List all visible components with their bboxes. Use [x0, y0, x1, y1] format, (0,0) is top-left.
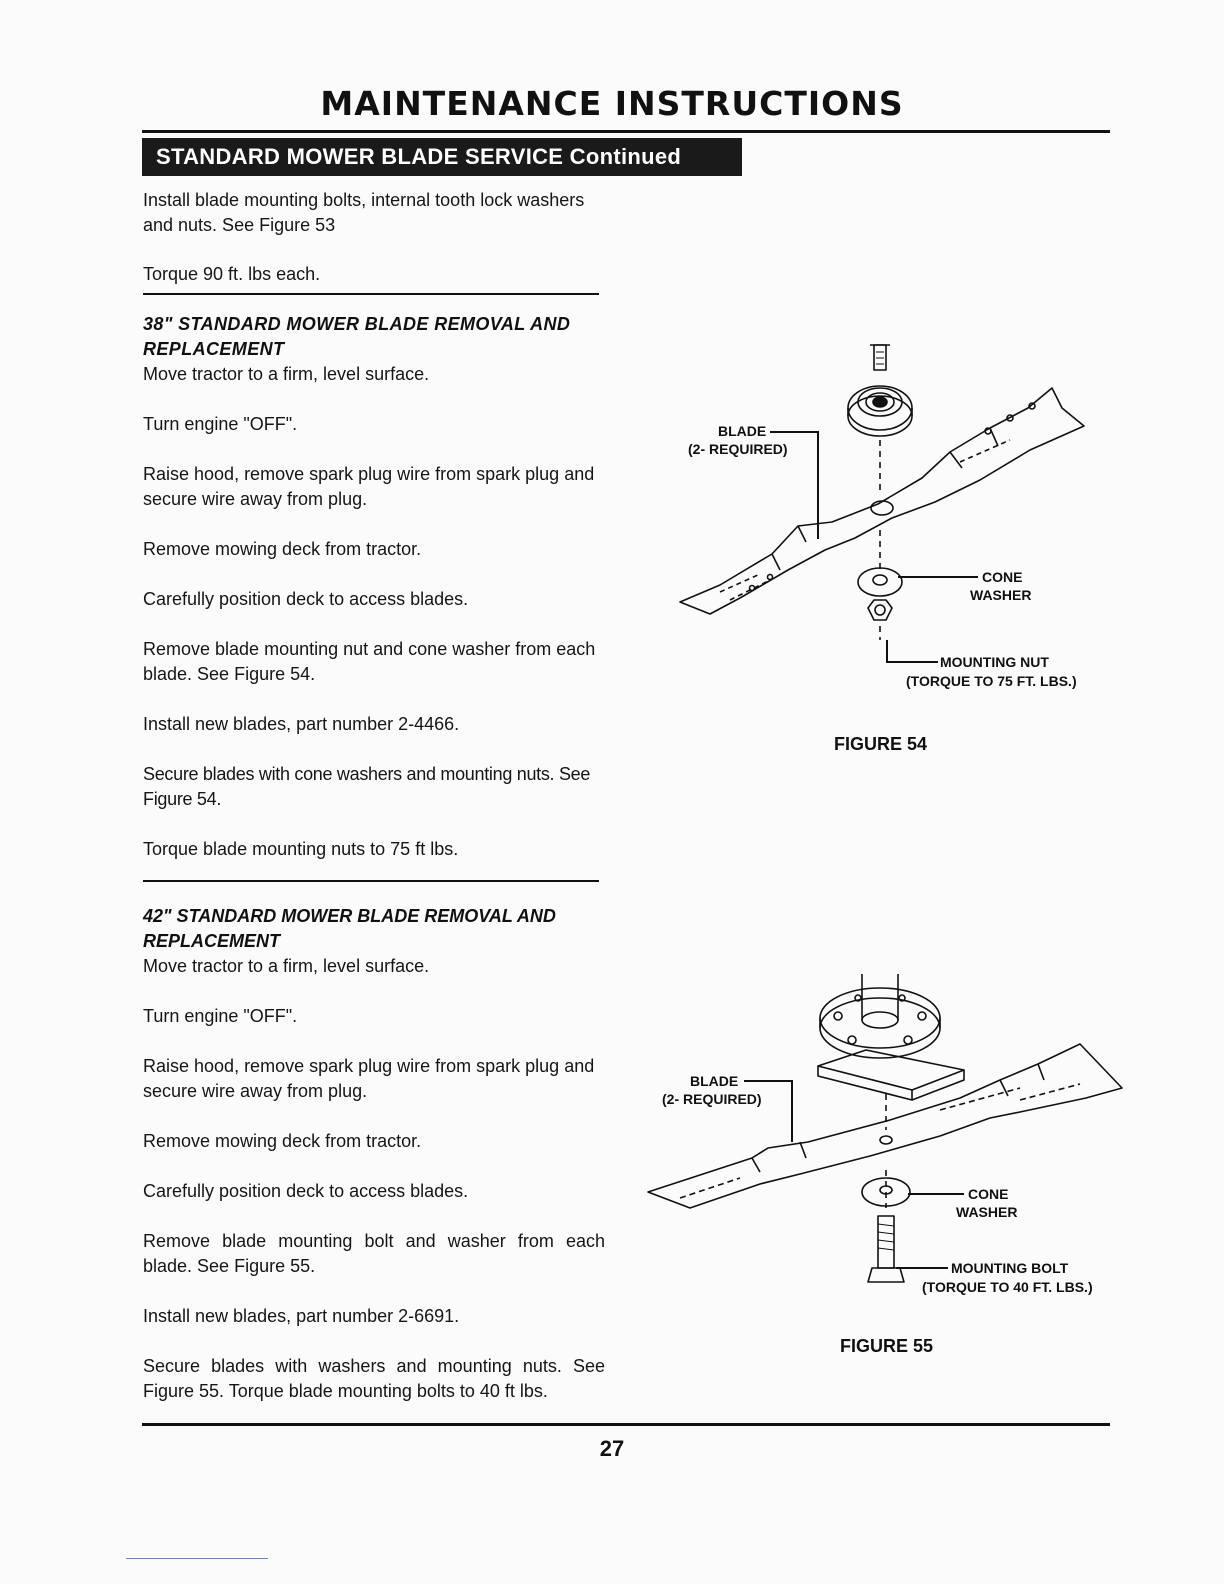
intro-paragraph-1: Install blade mounting bolts, internal tooth lock washers and nuts. See Figure 53: [143, 190, 585, 235]
section-42-step: Remove mowing deck from tractor.: [143, 1131, 422, 1151]
blade-leader-54: [770, 431, 818, 433]
bolt-leader-55: [896, 1267, 948, 1269]
section-38-step: Remove mowing deck from tractor.: [143, 539, 422, 559]
section-38-step: Carefully position deck to access blades.: [143, 589, 469, 609]
figure-55-bolt-torque: (TORQUE TO 40 FT. LBS.): [922, 1279, 1093, 1295]
section-38-heading: 38" STANDARD MOWER BLADE REMOVAL AND REPLACEMENT: [143, 314, 571, 359]
figure-54-washer-label: WASHER: [970, 587, 1032, 603]
section-42-step: Move tractor to a firm, level surface.: [143, 956, 430, 976]
figure-55-blade-diagram: [640, 970, 1130, 1300]
section-38-step: Remove blade mounting nut and cone washer from each blade. See Figure 54.: [143, 639, 596, 684]
section-38-step: Raise hood, remove spark plug wire from spark plug and secure wire away from plug.: [143, 464, 595, 509]
figure-55-washer-label: WASHER: [956, 1204, 1018, 1220]
section-42-step: Raise hood, remove spark plug wire from spark plug and secure wire away from plug.: [143, 1056, 595, 1101]
section-38-step: Move tractor to a firm, level surface.: [143, 364, 430, 384]
washer-leader-54: [898, 576, 978, 578]
washer-leader-55: [908, 1193, 964, 1195]
nut-leader-54: [886, 640, 888, 662]
figure-54-blade-qty: (2- REQUIRED): [688, 441, 788, 457]
intro-paragraph-2: Torque 90 ft. lbs each.: [143, 264, 321, 284]
blade-leader-55: [744, 1080, 792, 1082]
figure-55-blade-label: BLADE: [690, 1073, 739, 1089]
page-title: MAINTENANCE INSTRUCTIONS: [320, 84, 904, 123]
figure-55-bolt-label: MOUNTING BOLT: [951, 1260, 1069, 1276]
section-42-step: Turn engine "OFF".: [143, 1006, 298, 1026]
figure-55-caption: FIGURE 55: [840, 1336, 934, 1356]
figure-54-cone-label: CONE: [982, 569, 1023, 585]
figure-54-caption: FIGURE 54: [834, 734, 928, 754]
nut-leader-54-h: [886, 661, 938, 663]
header-rule: [142, 130, 1110, 133]
section-42-heading: 42" STANDARD MOWER BLADE REMOVAL AND REPLACEMENT: [143, 906, 556, 951]
figure-55-cone-label: CONE: [968, 1186, 1009, 1202]
footer-rule: [142, 1423, 1110, 1426]
figure-54-nut-torque: (TORQUE TO 75 FT. LBS.): [906, 673, 1077, 689]
section-38-step: Torque blade mounting nuts to 75 ft lbs.: [143, 839, 459, 859]
section-42-step: Carefully position deck to access blades.: [143, 1181, 469, 1201]
section-38-step: Secure blades with cone washers and mounting nuts. See Figure 54.: [143, 764, 591, 809]
section-banner: STANDARD MOWER BLADE SERVICE Continued: [142, 138, 742, 176]
section-42-step: Remove blade mounting bolt and washer from each blade. See Figure 55.: [143, 1231, 605, 1276]
section-divider-1: [143, 293, 599, 295]
figure-54-blade-diagram: [660, 330, 1120, 640]
blade-leader-54-down: [817, 431, 819, 539]
section-divider-2: [143, 880, 599, 882]
section-42-step: Install new blades, part number 2-6691.: [143, 1306, 460, 1326]
section-38-step: Turn engine "OFF".: [143, 414, 298, 434]
figure-55-blade-qty: (2- REQUIRED): [662, 1091, 762, 1107]
section-42-step: Secure blades with washers and mounting nuts. See Figure 55. Torque blade mounting bolts to 40 ft lbs.: [143, 1356, 605, 1401]
figure-54-nut-label: MOUNTING NUT: [940, 654, 1049, 670]
figure-54-blade-label: BLADE: [718, 423, 767, 439]
blade-leader-55-down: [791, 1080, 793, 1142]
section-38-step: Install new blades, part number 2-4466.: [143, 714, 460, 734]
bottom-link-line: [126, 1558, 268, 1559]
page-number: 27: [599, 1436, 625, 1461]
